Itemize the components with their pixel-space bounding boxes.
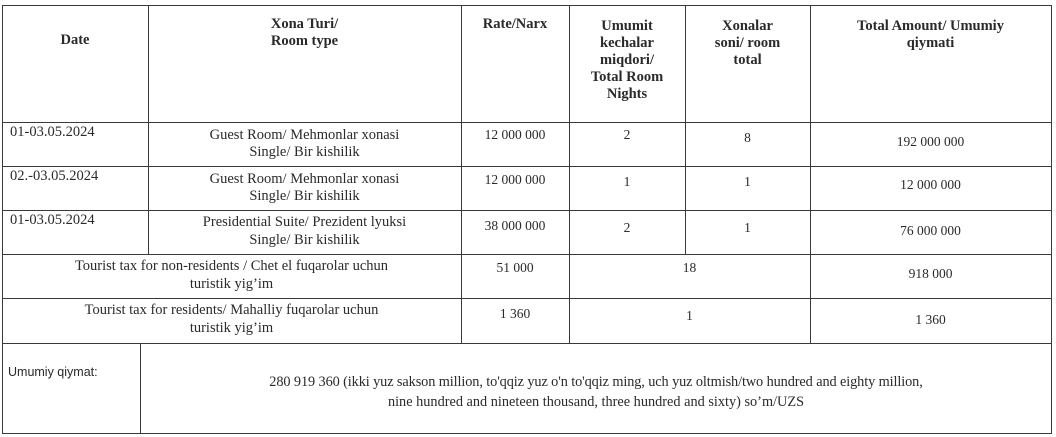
header-amount-line1: Total Amount/ Umumiy (857, 18, 1004, 34)
header-nights-line4: Total Room (590, 69, 664, 85)
row3-nights: 2 (623, 220, 631, 235)
row3-date: 01-03.05.2024 (10, 212, 95, 228)
row3-rooms: 1 (744, 220, 751, 235)
total-text-line2: nine hundred and nineteen thousand, three hundred and sixty) so’m/UZS (387, 394, 805, 410)
header-date: Date (60, 32, 90, 48)
rule-tax1 (2, 298, 1052, 299)
row2-nights: 1 (623, 174, 631, 189)
row2-room-line1: Guest Room/ Mehmonlar xonasi (209, 171, 400, 187)
rule-right (1051, 5, 1052, 434)
tax1-label-line2: turistik yig’im (189, 276, 274, 292)
rule-header-bottom (2, 122, 1052, 123)
rule-top (2, 5, 1052, 6)
tax1-amount: 918 000 (908, 266, 953, 281)
total-label: Umumiy qiymat: (8, 365, 98, 379)
tax2-label-line2: turistik yig’im (189, 320, 274, 336)
tax2-rate: 1 360 (499, 306, 531, 321)
row1-date: 01-03.05.2024 (10, 124, 95, 140)
row2-room-line2: Single/ Bir kishilik (249, 188, 360, 204)
header-rooms-line2: soni/ room (714, 35, 781, 51)
header-nights-line5: Nights (606, 86, 648, 102)
row2-date: 02.-03.05.2024 (10, 168, 99, 184)
rule-row3 (2, 254, 1052, 255)
header-room-type-line2: Room type (270, 33, 339, 49)
row1-room-line1: Guest Room/ Mehmonlar xonasi (209, 127, 400, 143)
rule-left (2, 5, 3, 434)
row3-amount: 76 000 000 (900, 223, 961, 238)
row2-rate: 12 000 000 (484, 172, 546, 187)
tax1-label-line1: Tourist tax for non-residents / Chet el fuqarolar uchun (74, 258, 389, 274)
rule-col-rooms (810, 5, 811, 343)
header-nights-line1: Umumit (601, 18, 653, 34)
row3-rate: 38 000 000 (484, 218, 546, 233)
header-nights-line3: miqdori/ (600, 52, 654, 68)
header-rooms-line1: Xonalar (722, 18, 773, 34)
row1-amount: 192 000 000 (896, 134, 965, 149)
tax2-count: 1 (686, 308, 693, 323)
rule-tax2 (2, 343, 1052, 344)
header-nights-line2: kechalar (600, 35, 654, 51)
row1-nights: 2 (623, 127, 631, 142)
rule-row1 (2, 166, 1052, 167)
row1-rate: 12 000 000 (484, 127, 546, 142)
header-rate: Rate/Narx (482, 16, 548, 32)
tax2-amount: 1 360 (915, 312, 946, 327)
row2-amount: 12 000 000 (900, 177, 961, 192)
row3-room-line1: Presidential Suite/ Prezident lyuksi (202, 214, 407, 230)
row3-room-line2: Single/ Bir kishilik (249, 232, 360, 248)
tax1-rate: 51 000 (496, 260, 534, 275)
rule-row2 (2, 210, 1052, 211)
header-rooms-line3: total (733, 52, 762, 68)
row1-room-line2: Single/ Bir kishilik (249, 144, 360, 160)
total-text-line1: 280 919 360 (ikki yuz sakson million, to'qqiz yuz o'n to'qqiz ming, uch yuz oltmish/two hundred and eighty million, (269, 374, 923, 390)
header-amount-line2: qiymati (906, 35, 955, 51)
row1-rooms: 8 (744, 130, 751, 145)
row2-rooms: 1 (744, 174, 751, 189)
header-room-type-line1: Xona Turi/ (270, 16, 339, 32)
tax1-count: 18 (682, 260, 697, 275)
tax2-label-line1: Tourist tax for residents/ Mahalliy fuqarolar uchun (84, 302, 379, 318)
rule-bottom (2, 433, 1052, 434)
